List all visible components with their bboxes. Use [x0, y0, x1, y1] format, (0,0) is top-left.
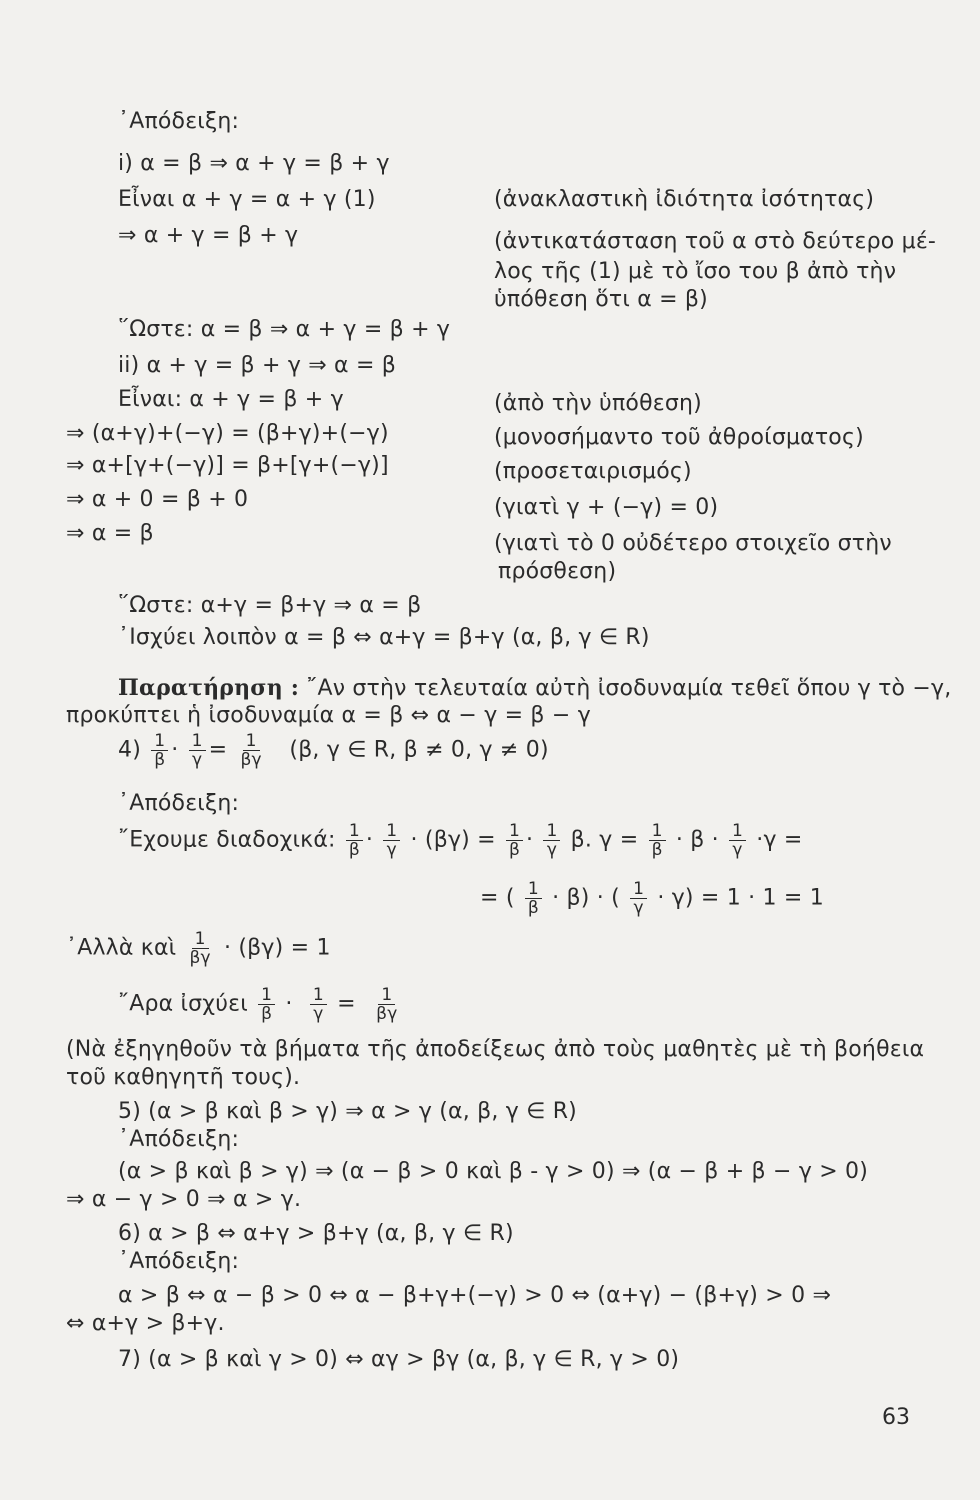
step-line: α > β ⇔ α − β > 0 ⇔ α − β+γ+(−γ) > 0 ⇔ (α+γ) − (β+γ) > 0 ⇒ — [118, 1283, 832, 1308]
statement-ii: ii) α + γ = β + γ ⇒ α = β — [118, 353, 397, 378]
step-justification: (γιατὶ τὸ 0 οὐδέτερο στοιχεῖο στὴν — [494, 531, 892, 556]
fraction: $\frac{1}{\gamma}$ — [729, 822, 746, 859]
proof-heading: ᾿Απόδειξη: — [118, 1249, 240, 1274]
step-line: (α > β καὶ β > γ) ⇒ (α − β > 0 καὶ β - γ > 0) ⇒ (α − β + β − γ > 0) — [118, 1159, 869, 1184]
step-justification: (προσεταιρισμός) — [494, 459, 692, 484]
fraction: $\frac{1}{\beta}$ — [525, 880, 542, 917]
fraction: $\frac{1}{\gamma}$ — [543, 822, 560, 859]
step-line: Εἶναι α + γ = α + γ (1) — [118, 187, 376, 212]
statement-7: 7) (α > β καὶ γ > 0) ⇔ αγ > βγ (α, β, γ ∈ R, γ > 0) — [118, 1347, 680, 1372]
step-line: ⇒ α+[γ+(−γ)] = β+[γ+(−γ)] — [66, 453, 389, 478]
remark-text: ῎Αν στὴν τελευταία αὐτὴ ἰσοδυναμία τεθεῖ ὅπου γ τὸ −γ, — [299, 676, 952, 701]
step-justification: (ἀντικατάσταση τοῦ α στὸ δεύτερο μέ- — [494, 229, 937, 254]
remark-line: προκύπτει ἡ ἰσοδυναμία α = β ⇔ α − γ = β − γ — [66, 703, 591, 728]
step-justification: (ἀνακλαστικὴ ἰδιότητα ἰσότητας) — [494, 187, 875, 212]
fraction: $\frac{1}{\beta}$ — [346, 822, 363, 859]
conclusion-line: ᾿Ισχύει λοιπὸν α = β ⇔ α+γ = β+γ (α, β, γ ∈ R) — [118, 625, 650, 650]
fraction: $\frac{1}{\gamma}$ — [189, 732, 206, 769]
step-line: ῎Αρα ἰσχύει $\frac{1}{\beta}$ · $\frac{1}{\gamma}$ = $\frac{1}{\beta\gamma}$ — [118, 986, 403, 1023]
step-line: ⇒ (α+γ)+(−γ) = (β+γ)+(−γ) — [66, 421, 389, 446]
step-line: ᾿Αλλὰ καὶ $\frac{1}{\beta\gamma}$ · (βγ) = 1 — [66, 929, 331, 968]
fraction: $\frac{1}{\beta\gamma}$ — [189, 929, 211, 968]
step-justification: πρόσθεση) — [498, 559, 617, 584]
fraction: $\frac{1}{\beta\gamma}$ — [240, 731, 262, 770]
fraction: $\frac{1}{\beta}$ — [649, 822, 666, 859]
step-justification: (γιατὶ γ + (−γ) = 0) — [494, 495, 719, 520]
remark-line — [118, 674, 951, 703]
step-line: ῎Εχουμε διαδοχικά: $\frac{1}{\beta}$ · $\frac{1}{\gamma}$ · (βγ) = $\frac{1}{\beta}$ · $\frac{1}{\gamma}$ β. γ = $\frac{1}{\beta}$ · β · $\frac{1}{\gamma}$ ·γ = — [118, 821, 803, 860]
fraction: $\frac{1}{\gamma}$ — [310, 986, 327, 1023]
note-line: τοῦ καθηγητῆ τους). — [66, 1065, 301, 1090]
fraction: $\frac{1}{\beta}$ — [151, 732, 168, 769]
fraction: $\frac{1}{\beta}$ — [258, 986, 275, 1023]
step-line: ⇒ α + 0 = β + 0 — [66, 487, 249, 512]
step-line: ⇒ α + γ = β + γ — [118, 223, 299, 248]
step-line: ⇒ α = β — [66, 521, 154, 546]
statement-i: i) α = β ⇒ α + γ = β + γ — [118, 151, 390, 176]
step-justification: (ἀπὸ τὴν ὑπόθεση) — [494, 391, 702, 416]
statement-4: 4) $\frac{1}{\beta}$ · $\frac{1}{\gamma}$ = $\frac{1}{\beta\gamma}$ (β, γ ∈ R, β ≠ 0, γ ≠ 0) — [118, 731, 549, 770]
proof-heading: ᾿Απόδειξη: — [118, 109, 240, 134]
proof-heading: ᾿Απόδειξη: — [118, 791, 240, 816]
step-line: Εἶναι: α + γ = β + γ — [118, 387, 344, 412]
conclusion-line: ῞Ωστε: α = β ⇒ α + γ = β + γ — [118, 317, 451, 342]
step-justification: (μονοσήμαντο τοῦ ἀθροίσματος) — [494, 425, 864, 450]
step-justification: λος τῆς (1) μὲ τὸ ἴσο του β ἀπὸ τὴν — [494, 259, 897, 284]
proof-heading: ᾿Απόδειξη: — [118, 1127, 240, 1152]
step-line: ⇔ α+γ > β+γ. — [66, 1311, 225, 1336]
statement-5: 5) (α > β καὶ β > γ) ⇒ α > γ (α, β, γ ∈ R) — [118, 1099, 577, 1124]
fraction: $\frac{1}{\gamma}$ — [383, 822, 400, 859]
page-number: 63 — [882, 1405, 910, 1430]
step-line: = ( $\frac{1}{\beta}$ · β) · ( $\frac{1}{\gamma}$ · γ) = 1 · 1 = 1 — [480, 879, 824, 918]
fraction: $\frac{1}{\beta\gamma}$ — [376, 985, 398, 1024]
step-justification: ὑπόθεση ὅτι α = β) — [494, 287, 708, 312]
step-line: ⇒ α − γ > 0 ⇒ α > γ. — [66, 1187, 302, 1212]
fraction: $\frac{1}{\gamma}$ — [630, 880, 647, 917]
note-line: (Νὰ ἐξηγηθοῦν τὰ βήματα τῆς ἀποδείξεως ἀπὸ τοὺς μαθητὲς μὲ τὴ βοήθεια — [66, 1037, 925, 1062]
conclusion-line: ῞Ωστε: α+γ = β+γ ⇒ α = β — [118, 593, 422, 618]
remark-label: Παρατήρηση : — [118, 675, 300, 701]
statement-6: 6) α > β ⇔ α+γ > β+γ (α, β, γ ∈ R) — [118, 1221, 514, 1246]
fraction: $\frac{1}{\beta}$ — [506, 822, 523, 859]
